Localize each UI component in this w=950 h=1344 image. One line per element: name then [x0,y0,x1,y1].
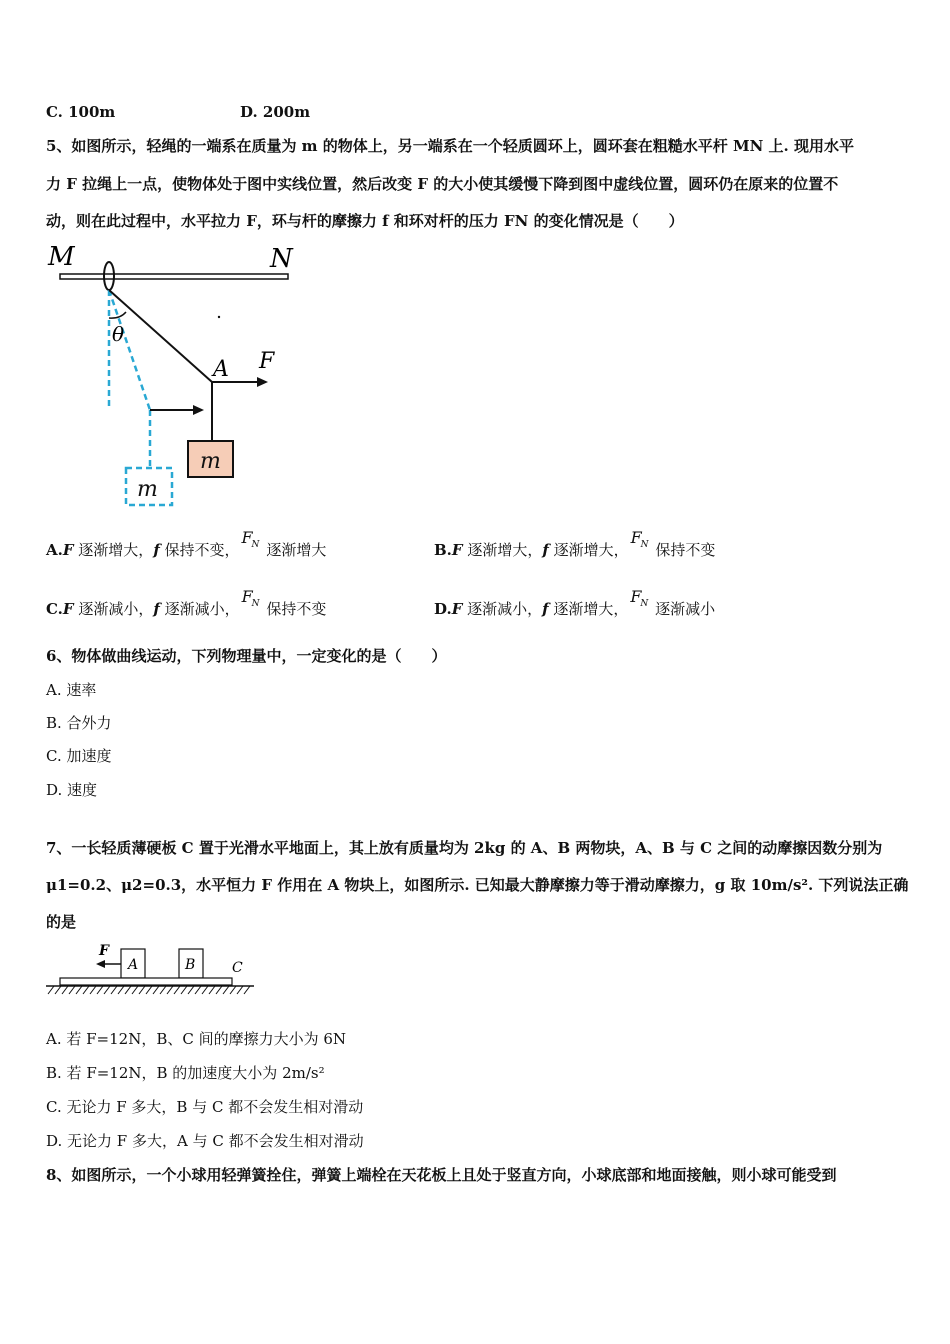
label-M: M [48,242,75,272]
fn-symbol: F N [241,587,260,609]
q5-stem-line-2: 力 F 拉绳上一点，使物体处于图中实线位置，然后改变 F 的大小使其缓慢下降到图中虚线位置，圆环仍在原来的位置不 [46,175,839,193]
dashed-mass-label: m [137,477,158,502]
label-theta: θ [112,322,125,346]
q6-option-c: C. 加速度 [46,747,112,765]
q5-option-a: A.F 逐渐增大，f 保持不变， F N 逐渐增大 [46,528,327,559]
q7-stem-line-3: 的是 [46,913,77,931]
q6-option-d: D. 速度 [46,781,98,799]
label-A: A [213,357,229,382]
q4-option-c: C. 100m [46,103,116,121]
q6-option-a: A. 速率 [46,681,97,699]
label-B: B [185,957,196,973]
q5-option-d: D.F 逐渐减小，f 逐渐增大， F N 逐渐减小 [434,587,716,618]
q7-option-d: D. 无论力 F 多大，A 与 C 都不会发生相对滑动 [46,1132,364,1150]
q5-option-c: C.F 逐渐减小，f 逐渐减小， F N 保持不变 [46,587,327,618]
q7-option-c: C. 无论力 F 多大，B 与 C 都不会发生相对滑动 [46,1098,364,1116]
q5-stem-line-3: 动，则在此过程中，水平拉力 F，环与杆的摩擦力 f 和环对杆的压力 FN 的变化情况是（ ） [46,212,684,230]
q7-stem-line-2: μ1=0.2、μ2=0.3，水平恒力 F 作用在 A 物块上，如图所示. 已知最大静摩擦力等于滑动摩擦力，g 取 10m/s². 下列说法正确 [46,876,909,894]
q4-option-d: D. 200m [240,103,311,121]
fn-symbol: F N [241,528,260,550]
q6-option-b: B. 合外力 [46,714,112,732]
q6-stem: 6、物体做曲线运动，下列物理量中，一定变化的是（ ） [46,647,447,665]
q5-stem-line-1: 5、如图所示，轻绳的一端系在质量为 m 的物体上，另一端系在一个轻质圆环上，圆环套在粗糙水平杆 MN 上. 现用水平 [46,137,854,155]
label-N: N [270,244,293,274]
label-F: F [259,349,275,374]
rod-MN [60,274,288,279]
q8-stem-line-1: 8、如图所示，一个小球用轻弹簧拴住，弹簧上端栓在天花板上且处于竖直方向，小球底部和地面接触，则小球可能受到 [46,1166,837,1184]
ground-hatching [48,986,250,994]
fn-symbol: F N [630,587,649,609]
q7-option-a: A. 若 F=12N，B、C 间的摩擦力大小为 6N [46,1030,347,1048]
q7-stem-line-1: 7、一长轻质薄硬板 C 置于光滑水平地面上，其上放有质量均为 2kg 的 A、B 两物块，A、B 与 C 之间的动摩擦因数分别为 [46,839,883,857]
label-A: A [128,957,139,973]
ring [104,262,114,290]
q5-option-b: B.F 逐渐增大，f 逐渐增大， F N 保持不变 [434,528,716,559]
fn-symbol: F N [630,528,649,550]
solid-mass-label: m [200,449,221,474]
label-F: F [99,943,109,959]
board-C [60,978,232,985]
label-C: C [232,960,243,976]
solid-rope [109,290,212,382]
q7-figure [44,940,259,1000]
q5-figure [40,240,310,515]
q7-option-b: B. 若 F=12N，B 的加速度大小为 2m/s² [46,1064,325,1082]
